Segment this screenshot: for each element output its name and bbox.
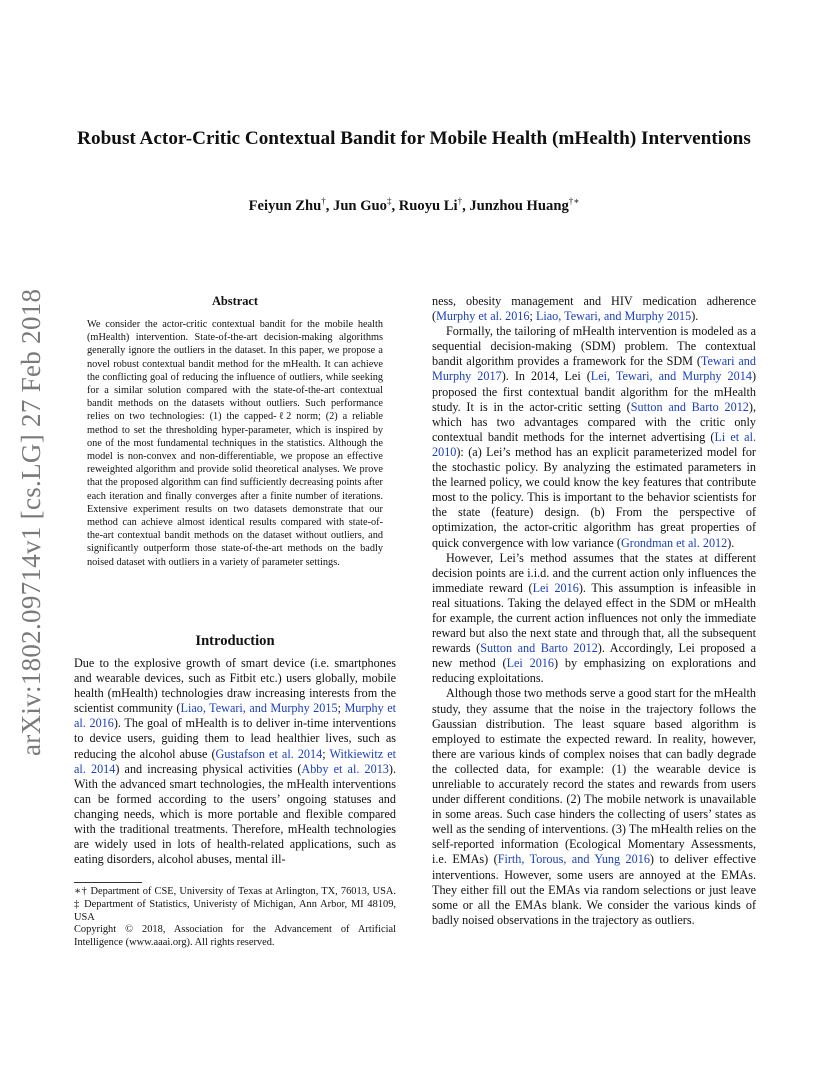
intro-paragraph-text (74, 656, 396, 867)
citation-link[interactable]: Murphy et al. 2016 (74, 701, 396, 731)
citation-link[interactable]: Tewari and Murphy 2017 (432, 354, 756, 384)
citation-link[interactable]: Sutton and Barto 2012 (630, 399, 749, 414)
footnote-rule (74, 882, 142, 883)
author-separator: , (325, 197, 334, 214)
intro-paragraph (74, 656, 396, 867)
text-run: Due to the explosive growth of smart device (i.e. smartphones and wearable devices, such as Fitbit etc.) users globally, mobile health (mHealth) technologies draw increasing interests from the scientist community ( (74, 656, 396, 716)
text-run: ness, obesity management and HIV medication adherence ( (432, 294, 756, 324)
footnote-copyright: Copyright © 2018, Association for the Advancement of Artificial Intelligence (www.aaai.org). All rights reserved. (74, 924, 396, 949)
citation-link[interactable]: Liao, Tewari, and Murphy 2015 (180, 701, 338, 716)
author-separator: , (391, 197, 399, 214)
text-run: ). Accordingly, Lei proposed a new method ( (432, 641, 756, 671)
author-affiliation-mark: † (457, 196, 463, 206)
body-paragraph (432, 686, 756, 928)
arxiv-stamp: arXiv:1802.09714v1 [cs.LG] 27 Feb 2018 (16, 288, 46, 756)
text-run: ). The goal of mHealth is to deliver in-time interventions to device users, guiding them to lead healthier lives, such as reducing the alcohol abuse ( (74, 716, 396, 761)
author-name: Junzhou Huang (469, 197, 569, 214)
citation-link[interactable]: Lei 2016 (532, 580, 579, 595)
text-run: However, Lei’s method assumes that the states at different decision points are i.i.d. and the current action only influences the immediate reward ( (432, 550, 756, 595)
citation-link[interactable]: Lei, Tewari, and Murphy 2014 (590, 369, 752, 384)
text-run: Formally, the tailoring of mHealth intervention is modeled as a sequential decision-making (SDM) problem. The contextual bandit algorithm provides a framework for the SDM ( (432, 324, 756, 369)
text-run: ) by emphasizing on explorations and reducing exploitations. (432, 656, 756, 686)
author-name: Jun Guo (333, 197, 387, 214)
text-run: ). (691, 309, 699, 324)
text-run: Although those two methods serve a good start for the mHealth study, they assume that the noise in the trajectory follows the Gaussian distribution. The least square based algorithm is employed to estimate the expected reward. In reality, however, there are various kinds of complex noises that can badly degrade the collected data, for example: (1) the wearable device is unreliable to accurately record the states and rewards from users under different conditions. (2) The mobile network is unavailable in some areas. Such case hinders the collecting of users’ states as well as the sending of interventions. (3) The mHealth relies on the self-reported information (Ecological Momentary Assessments, i.e. EMAs) ( (432, 686, 756, 867)
body-paragraph (432, 551, 756, 687)
abstract-heading: Abstract (211, 294, 259, 308)
citation-link[interactable]: Abby et al. 2013 (301, 761, 389, 776)
text-run: ) proposed the first contextual bandit algorithm for the mHealth study. It is in the actor-critic setting ( (432, 369, 756, 414)
text-run: ) to deliver effective interventions. However, some users are annoyed at the EMAs. They either fill out the EMAs via random selections or just leave some or all the EMAs blank. We consider the various kinds of badly noised observations in the trajectory as outliers. (432, 852, 756, 927)
citation-link[interactable]: Grondman et al. 2012 (620, 535, 728, 550)
text-run: ), which has two advantages compared with the critic only contextual bandit methods for the internet advertising ( (432, 399, 756, 444)
intro-heading: Introduction (195, 633, 275, 649)
author-list (60, 196, 768, 215)
author-affiliation-mark: ‡ (386, 196, 392, 206)
text-run: ; (529, 309, 536, 324)
citation-link[interactable]: Murphy et al. 2016 (436, 309, 530, 324)
footnotes (74, 886, 396, 950)
abstract-text: We consider the actor-critic contextual bandit for the mobile health (mHealth) intervention. State-of-the-art decision-making algorithms generally ignore the outliers in the dataset. In this paper, we propose a novel robust contextual bandit method for the mHealth. It can achieve the conflicting goal of reducing the influence of outliers, while seeking for a similar solution compared with the state-of-the-art contextual bandit methods on the datasets without outliers. Such performance relies on two technologies: (1) the capped-ℓ2 norm; (2) a reliable method to set the thresholding hyper-parameter, which is inspired by one of the most fundamental techniques in the statistics. Although the model is non-convex and non-differentiable, we propose an effective reweighted algorithm and provide solid theoretical analyses. We prove that the proposed algorithm can find sufficiently decreasing points after each iteration and finally converges after a finite number of iterations. Extensive experiment results on two datasets demonstrate that our method can achieve almost identical results compared with state-of-the-art contextual bandit methods on the dataset without outliers, and significantly outperform those state-of-the-art methods on the badly noised dataset with outliers in a variety of parameter settings. (87, 319, 383, 568)
text-run: ). (727, 535, 735, 550)
text-run: ). This assumption is infeasible in real situations. Taking the delayed effect in the SDM or mHealth for example, the current action influences not only the immediate reward but also the next state and through that, all the subsequent rewards ( (432, 580, 756, 656)
text-run: ). With the advanced smart technologies, the mHealth interventions can be formed according to the users’ ongoing statuses and changing needs, which is more portable and flexible compared with the traditional treatments. Therefore, mHealth technologies are widely used in lots of health-related applications, such as eating disorders, alcohol abuses, mental ill- (74, 761, 396, 867)
body-paragraph (432, 324, 756, 550)
author-affiliation-mark: †∗ (568, 196, 580, 206)
citation-link[interactable]: Witkiewitz et al. 2014 (74, 746, 396, 776)
author-name: Feiyun Zhu (248, 197, 322, 214)
citation-link[interactable]: Sutton and Barto 2012 (480, 641, 598, 656)
text-run: ). In 2014, Lei ( (501, 369, 591, 384)
citation-link[interactable]: Li et al. 2010 (432, 429, 757, 459)
citation-link[interactable]: Liao, Tewari, and Murphy 2015 (535, 309, 692, 324)
author-affiliation-mark: † (321, 196, 326, 206)
citation-link[interactable]: Gustafson et al. 2014 (215, 746, 323, 761)
body-paragraph (432, 294, 756, 324)
footnote-affiliation: ∗† Department of CSE, University of Texas at Arlington, TX, 76013, USA. ‡ Department of Statistics, Univeristy of Michigan, Ann Arbor, MI 48109, USA (74, 886, 396, 923)
author-separator: , (462, 197, 470, 214)
citation-link[interactable]: Lei 2016 (506, 656, 554, 671)
paper-title: Robust Actor-Critic Contextual Bandit for Mobile Health (mHealth) Interventions (77, 128, 751, 149)
author-name: Ruoyu Li (398, 197, 458, 214)
text-run: ): (a) Lei’s method has an explicit parameterized model for the stochastic policy. By analyzing the estimated parameters in the learned policy, we could know the key features that contribute most to the policy. This is important to the behavior scientists for the state (feature) design. (b) From the perspective of optimization, the actor-critic algorithm has great properties of quick convergence with low variance ( (432, 444, 756, 550)
text-run: ; (337, 701, 345, 716)
text-run: ) and increasing physical activities ( (115, 761, 302, 776)
text-run: ; (322, 746, 330, 761)
right-column (432, 294, 756, 928)
citation-link[interactable]: Firth, Torous, and Yung 2016 (497, 852, 650, 867)
